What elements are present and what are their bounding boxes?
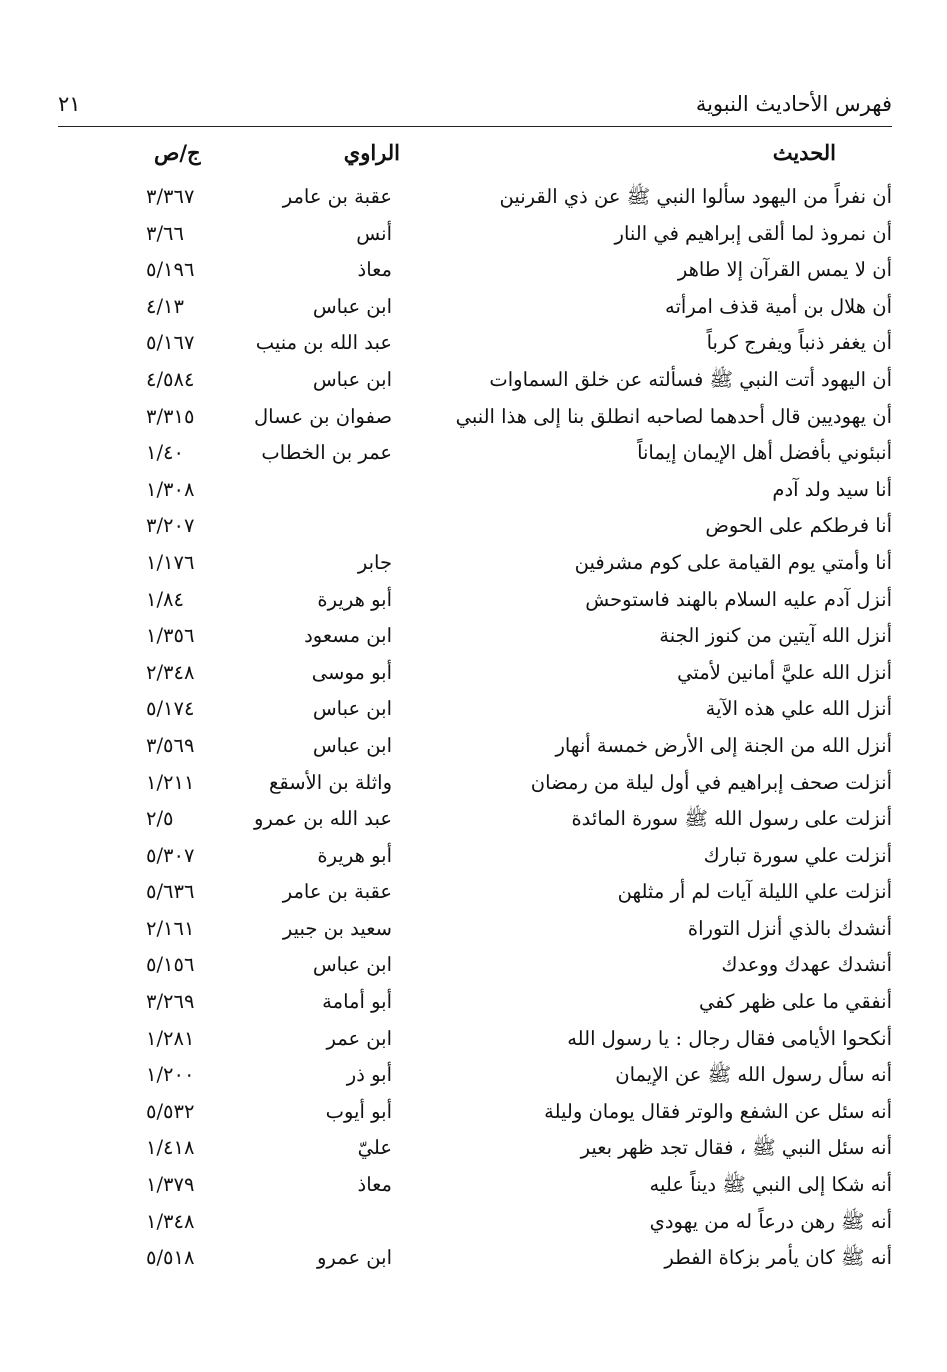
volume-page-reference: ١/٣٤٨ xyxy=(146,1209,195,1233)
hadith-text: أنا سيد ولد آدم xyxy=(772,477,892,501)
hadith-text: أنا وأمتي يوم القيامة على كوم مشرفين xyxy=(574,550,892,574)
column-header-narrator: الراوي xyxy=(343,140,400,165)
table-row xyxy=(58,915,892,952)
narrator-name: واثلة بن الأسقع xyxy=(269,770,392,794)
volume-page-reference: ٥/١٧٤ xyxy=(146,697,195,721)
hadith-text: أنفقي ما على ظهر كفي xyxy=(698,990,892,1014)
table-row xyxy=(58,403,892,440)
hadith-text: أنبئوني بأفضل أهل الإيمان إيماناً xyxy=(637,441,892,465)
volume-page-reference: ٤/١٣ xyxy=(146,294,184,318)
hadith-text: أنا فرطكم على الحوض xyxy=(705,514,892,538)
table-row xyxy=(58,329,892,366)
volume-page-reference: ٣/٦٦ xyxy=(146,221,184,245)
table-row xyxy=(58,1134,892,1171)
volume-page-reference: ٢/١٦١ xyxy=(146,916,195,940)
volume-page-reference: ٢/٣٤٨ xyxy=(146,660,195,684)
volume-page-reference: ١/٣٥٦ xyxy=(146,624,195,648)
volume-page-reference: ٥/١٦٧ xyxy=(146,331,195,355)
table-row xyxy=(58,293,892,330)
volume-page-reference: ٥/٥٣٢ xyxy=(146,1099,195,1123)
column-header-hadith: الحديث xyxy=(772,140,836,165)
table-row xyxy=(58,951,892,988)
hadith-text: أنزلت علي سورة تبارك xyxy=(703,843,892,867)
narrator-name: أبو ذر xyxy=(346,1063,392,1087)
header-rule xyxy=(58,126,892,127)
narrator-name: عليّ xyxy=(357,1136,392,1160)
narrator-name: ابن عباس xyxy=(312,697,392,721)
hadith-text: أنشدك بالذي أنزل التوراة xyxy=(687,916,892,940)
narrator-name: ابن عباس xyxy=(312,294,392,318)
hadith-text: أن لا يمس القرآن إلا طاهر xyxy=(677,258,892,282)
table-row xyxy=(58,1061,892,1098)
page-number: ٢١ xyxy=(58,92,81,116)
hadith-text: أنه سأل رسول الله ﷺ عن الإيمان xyxy=(615,1063,892,1087)
running-title: فهرس الأحاديث النبوية xyxy=(695,92,892,116)
hadith-text: أنه سئل عن الشفع والوتر فقال يومان وليلة xyxy=(544,1099,892,1123)
narrator-name: ابن مسعود xyxy=(304,624,392,648)
narrator-name: عقبة بن عامر xyxy=(282,185,392,208)
table-row xyxy=(58,695,892,732)
volume-page-reference: ٣/٢٦٩ xyxy=(146,990,195,1014)
hadith-text: أنكحوا الأيامى فقال رجال : يا رسول الله xyxy=(567,1026,892,1050)
table-row xyxy=(58,183,892,220)
narrator-name: أبو موسى xyxy=(311,660,392,684)
narrator-name: سعيد بن جبير xyxy=(282,916,392,940)
volume-page-reference: ١/٢٠٠ xyxy=(146,1063,195,1087)
narrator-name: صفوان بن عسال xyxy=(253,404,392,428)
narrator-name: عبد الله بن عمرو xyxy=(254,807,392,831)
hadith-text: أنزل الله علي هذه الآية xyxy=(705,697,892,721)
volume-page-reference: ٥/٥١٨ xyxy=(146,1246,195,1270)
hadith-text: أن هلال بن أمية قذف امرأته xyxy=(665,294,892,318)
table-row xyxy=(58,622,892,659)
table-row xyxy=(58,732,892,769)
volume-page-reference: ٤/٥٨٤ xyxy=(146,367,195,391)
volume-page-reference: ٣/٣٦٧ xyxy=(146,185,195,208)
volume-page-reference: ١/٣٠٨ xyxy=(146,477,195,501)
narrator-name: عقبة بن عامر xyxy=(282,880,392,904)
volume-page-reference: ١/٨٤ xyxy=(146,587,184,611)
volume-page-reference: ٥/١٩٦ xyxy=(146,258,195,282)
table-row xyxy=(58,586,892,623)
hadith-text: أنزلت صحف إبراهيم في أول ليلة من رمضان xyxy=(530,770,892,794)
hadith-text: أنه سئل النبي ﷺ ، فقال تجد ظهر بعير xyxy=(580,1136,892,1160)
narrator-name: ابن عباس xyxy=(312,367,392,391)
hadith-text: أن اليهود أتت النبي ﷺ فسألته عن خلق السماوات xyxy=(489,367,892,391)
column-header-reference: ج/ص xyxy=(154,140,201,165)
table-row xyxy=(58,220,892,257)
narrator-name: أبو أيوب xyxy=(325,1099,392,1123)
narrator-name: أبو هريرة xyxy=(317,843,392,867)
volume-page-reference: ١/١٧٦ xyxy=(146,550,195,574)
narrator-name: معاذ xyxy=(357,1173,392,1197)
hadith-text: أنشدك عهدك ووعدك xyxy=(721,953,892,977)
hadith-text: أن يهوديين قال أحدهما لصاحبه انطلق بنا إلى هذا النبي xyxy=(455,404,892,428)
hadith-text: أنه ﷺ كان يأمر بزكاة الفطر xyxy=(664,1246,892,1270)
table-row xyxy=(58,512,892,549)
table-row xyxy=(58,1098,892,1135)
narrator-name: عبد الله بن منيب xyxy=(255,331,392,355)
hadith-text: أنه ﷺ رهن درعاً له من يهودي xyxy=(649,1209,892,1233)
volume-page-reference: ١/٤١٨ xyxy=(146,1136,195,1160)
table-row xyxy=(58,549,892,586)
volume-page-reference: ٢/٥ xyxy=(146,807,174,831)
table-row xyxy=(58,256,892,293)
table-row xyxy=(58,805,892,842)
hadith-text: أنزل آدم عليه السلام بالهند فاستوحش xyxy=(585,587,892,611)
table-row xyxy=(58,878,892,915)
table-row xyxy=(58,1171,892,1208)
hadith-text: أنزل الله من الجنة إلى الأرض خمسة أنهار xyxy=(555,733,892,757)
hadith-text: أنزلت علي الليلة آيات لم أر مثلهن xyxy=(617,880,892,904)
volume-page-reference: ٣/٢٠٧ xyxy=(146,514,195,538)
volume-page-reference: ١/٢١١ xyxy=(146,770,195,794)
table-row xyxy=(58,1208,892,1245)
table-row xyxy=(58,659,892,696)
narrator-name: عمر بن الخطاب xyxy=(261,441,392,465)
hadith-text: أنه شكا إلى النبي ﷺ ديناً عليه xyxy=(649,1173,892,1197)
volume-page-reference: ٥/٦٣٦ xyxy=(146,880,195,904)
volume-page-reference: ١/٤٠ xyxy=(146,441,184,465)
table-row xyxy=(58,476,892,513)
table-row xyxy=(58,366,892,403)
table-row xyxy=(58,1025,892,1062)
table-row xyxy=(58,769,892,806)
narrator-name: ابن عباس xyxy=(312,733,392,757)
hadith-text: أن يغفر ذنباً ويفرج كرباً xyxy=(706,331,892,355)
table-row xyxy=(58,988,892,1025)
volume-page-reference: ١/٣٧٩ xyxy=(146,1173,195,1197)
narrator-name: معاذ xyxy=(357,258,392,282)
narrator-name: أبو هريرة xyxy=(317,587,392,611)
narrator-name: أنس xyxy=(356,221,392,245)
volume-page-reference: ٣/٣١٥ xyxy=(146,404,195,428)
table-row xyxy=(58,439,892,476)
hadith-text: أن نمروذ لما ألقى إبراهيم في النار xyxy=(614,221,892,245)
hadith-text: أنزل الله عليَّ أمانين لأمتي xyxy=(677,660,892,684)
narrator-name: ابن عمر xyxy=(326,1026,392,1050)
volume-page-reference: ٣/٥٦٩ xyxy=(146,733,195,757)
narrator-name: أبو أمامة xyxy=(322,990,392,1014)
narrator-name: ابن عباس xyxy=(312,953,392,977)
narrator-name: ابن عمرو xyxy=(317,1246,392,1270)
hadith-text: أنزل الله آيتين من كنوز الجنة xyxy=(659,624,892,648)
table-row xyxy=(58,1244,892,1281)
hadith-text: أن نفراً من اليهود سألوا النبي ﷺ عن ذي القرنين xyxy=(499,185,892,208)
narrator-name: جابر xyxy=(357,550,392,574)
volume-page-reference: ٥/٣٠٧ xyxy=(146,843,195,867)
column-headers xyxy=(58,140,892,172)
volume-page-reference: ٥/١٥٦ xyxy=(146,953,195,977)
volume-page-reference: ١/٢٨١ xyxy=(146,1026,195,1050)
table-row xyxy=(58,842,892,879)
hadith-text: أنزلت على رسول الله ﷺ سورة المائدة xyxy=(571,807,892,831)
hadith-index-table xyxy=(58,183,892,1281)
running-head xyxy=(58,92,892,124)
